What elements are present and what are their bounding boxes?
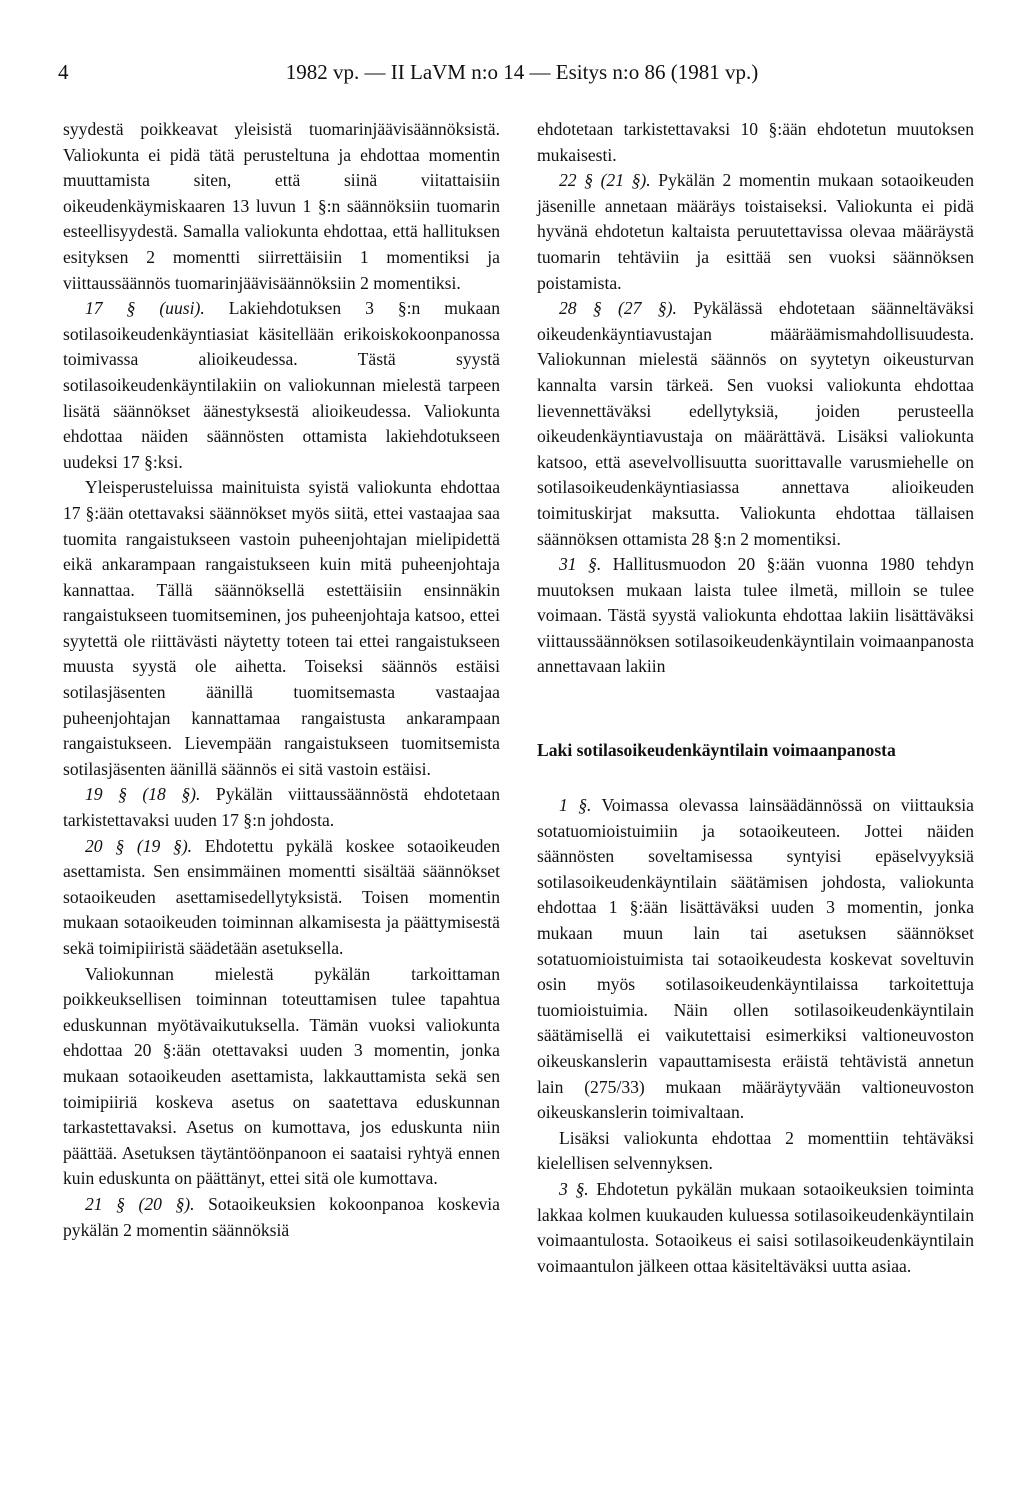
paragraph bbox=[63, 1192, 500, 1243]
paragraph-text: Pykälän 2 momentin mukaan sotaoikeuden jäsenille annetaan määräys toistaiseksi. Valiokunta ei pidä hyvänä ehdotetun kaltaista peruutettavissa olevaa määräystä tuomarin tehtäviin ja esittää sen vuoksi säännöksen poistamista. bbox=[537, 170, 974, 293]
law-heading: Laki sotilasoikeudenkäyntilain voimaanpanosta bbox=[537, 740, 896, 761]
paragraph bbox=[63, 475, 500, 782]
section-reference: 17 § (uusi). bbox=[85, 298, 205, 319]
section-reference: 21 § (20 §). bbox=[85, 1193, 195, 1214]
paragraph-text: Yleisperusteluissa mainituista syistä valiokunta ehdottaa 17 §:ään otettavaksi säännökset myös siitä, ettei vastaajaa saa tuomita rangaistukseen vastoin puheenjohtajan mielipidettä eikä ankarampaan rangaistukseen kuin mitä puheenjohtaja kannattaa. Tällä säännöksellä estettäisiin ensinnäkin rangaistukseen tuomitseminen, jos puheenjohtaja katsoo, ettei syytettä ole riittävästi näytetty toteen tai ettei rangaistukseen muusta syystä ole aihetta. Toiseksi säännös estäisi sotilasjäsenten äänillä tuomitsemasta vastaajaa puheenjohtajan kannattamaa rangaistusta ankarampaan rangaistukseen. Lievempään rangaistukseen tuomitsemista sotilasjäsenten äänillä säännös ei sitä vastoin estäisi. bbox=[63, 477, 500, 779]
paragraph bbox=[63, 296, 500, 475]
paragraph bbox=[537, 793, 974, 1126]
section-reference: 28 § (27 §). bbox=[559, 298, 677, 319]
section-reference: 19 § (18 §). bbox=[85, 784, 201, 805]
section-reference: 1 §. bbox=[559, 795, 592, 816]
section-reference: 20 § (19 §). bbox=[85, 835, 193, 856]
paragraph-text: ehdotetaan tarkistettavaksi 10 §:ään ehdotetun muutoksen mukaisesti. bbox=[537, 119, 974, 165]
section-reference: 3 §. bbox=[559, 1178, 589, 1199]
paragraph bbox=[63, 782, 500, 833]
section-reference: 31 §. bbox=[559, 554, 602, 575]
paragraph-text: Sotaoikeuksien kokoonpanoa koskevia pykälän 2 momentin säännöksiä bbox=[63, 1193, 500, 1240]
paragraph bbox=[537, 168, 974, 296]
right-column bbox=[537, 117, 974, 1279]
paragraph bbox=[537, 552, 974, 680]
paragraph-text: Hallitusmuodon 20 §:ään vuonna 1980 tehdyn muutoksen mukaan laista tulee ilmetä, milloin se tulee voimaan. Tästä syystä valiokunta ehdottaa lakiin lisättäväksi viittaussäännöksen sotilasoikeudenkäyntilain voimaanpanosta annettavaan lakiin bbox=[537, 554, 975, 677]
paragraph-text: Ehdotetun pykälän mukaan sotaoikeuksien toiminta lakkaa kolmen kuukauden kuluessa sotilasoikeudenkäyntilain voimaantulosta. Sotaoikeus ei saisi sotilasoikeudenkäyntilain voimaantulon jälkeen ottaa käsiteltäväksi uutta asiaa. bbox=[537, 1178, 974, 1276]
paragraph-text: Ehdotettu pykälä koskee sotaoikeuden asettamista. Sen ensimmäinen momentti sisältää säännökset sotaoikeuden asettamisedellytyksistä. Toisen momentin mukaan sotaoikeuden toiminnan alkamisesta ja päättymisestä sekä toimipiiristä säädetään asetuksella. bbox=[63, 835, 501, 958]
left-column bbox=[63, 117, 500, 1243]
paragraph bbox=[537, 1177, 974, 1279]
paragraph bbox=[63, 834, 500, 962]
paragraph bbox=[537, 1126, 974, 1177]
running-header-title: 1982 vp. — II LaVM n:o 14 — Esitys n:o 86 (1981 vp.) bbox=[285, 60, 759, 84]
paragraph-text: Lakiehdotuksen 3 §:n mukaan sotilasoikeudenkäyntiasiat käsitellään erikoiskokoonpanossa toimivassa alioikeudessa. Tästä syystä sotilasoikeudenkäyntilakiin on valiokunnan mielestä tarpeen lisätä säännökset äänestyksestä alioikeudessa. Valiokunta ehdottaa näiden säännösten ottamista lakiehdotukseen uudeksi 17 §:ksi. bbox=[63, 298, 500, 472]
paragraph bbox=[537, 117, 974, 168]
paragraph bbox=[63, 117, 500, 296]
paragraph-text: Voimassa olevassa lainsäädännössä on viittauksia sotatuomioistuimiin ja sotaoikeuteen. Jottei näiden säännösten soveltamisessa syntyisi epäselvyyksiä sotilasoikeudenkäyntilain säätämisen johdosta, valiokunta ehdottaa 1 §:ään lisättäväksi uuden 3 momentin, jonka mukaan muun lain tai asetuksen säännökset sotatuomioistuimista tai sotaoikeudesta koskevat soveltuvin osin myös sotilasoikeudenkäyntilaissa tarkoitettuja tuomioistuimia. Näin ollen sotilasoikeudenkäyntilain säätämisellä ei vaikutettaisi esimerkiksi valtioneuvoston oikeuskanslerin vapauttamisesta eräistä tehtävistä annetun lain (275/33) mukaan määräytyvään valtioneuvoston oikeuskanslerin toimivaltaan. bbox=[537, 795, 974, 1123]
paragraph-text: Pykälän viittaussäännöstä ehdotetaan tarkistettavaksi uuden 17 §:n johdosta. bbox=[63, 784, 500, 831]
paragraph-text: syydestä poikkeavat yleisistä tuomarinjäävisäännöksistä. Valiokunta ei pidä tätä perusteltuna ja ehdottaa momentin muuttamista siten, että siinä viitattaisiin oikeudenkäymiskaaren 13 luvun 1 §:n säännöksiin tuomarin esteellisyydestä. Samalla valiokunta ehdottaa, että hallituksen esityksen 2 momentti siirrettäisiin 1 momentiksi ja viittaussäännös tuomarinjäävisäännöksiin 2 momentiksi. bbox=[63, 119, 500, 293]
paragraph bbox=[63, 962, 500, 1192]
paragraph bbox=[537, 296, 974, 552]
paragraph-text: Pykälässä ehdotetaan säänneltäväksi oikeudenkäyntiavustajan määräämismahdollisuudesta. Valiokunnan mielestä säännös on syytetyn oikeusturvan kannalta varsin tärkeä. Sen vuoksi valiokunta ehdottaa lievennettäväksi edellytyksiä, joiden perusteella oikeudenkäyntiavustaja on määrättävä. Lisäksi valiokunta katsoo, että asevelvollisuutta suorittavalle varusmiehelle on sotilasoikeudenkäyntiasiassa annettava alioikeuden toimituskirjat maksutta. Valiokunta ehdottaa tällaisen säännöksen ottamista 28 §:n 2 momentiksi. bbox=[537, 298, 974, 549]
paragraph-text: Lisäksi valiokunta ehdottaa 2 momenttiin tehtäväksi kielellisen selvennyksen. bbox=[537, 1127, 974, 1174]
page-number: 4 bbox=[58, 60, 69, 84]
section-reference: 22 § (21 §). bbox=[559, 170, 651, 191]
paragraph-text: Valiokunnan mielestä pykälän tarkoittaman poikkeuksellisen toiminnan toteuttamisen tulee tapahtua eduskunnan myötävaikutuksella. Tämän vuoksi valiokunta ehdottaa 20 §:ään otettavaksi uuden 3 momentin, jonka mukaan sotaoikeuden asettamista, lakkauttamista sekä sen toimipiiriä koskeva asetus on saatettava eduskunnan tarkastettavaksi. Asetus on kumottava, jos eduskunta niin päättää. Asetuksen täytäntöönpanoon ei saataisi ryhtyä ennen kuin eduskunta on päättänyt, ettei sitä ole kumottava. bbox=[63, 963, 500, 1189]
